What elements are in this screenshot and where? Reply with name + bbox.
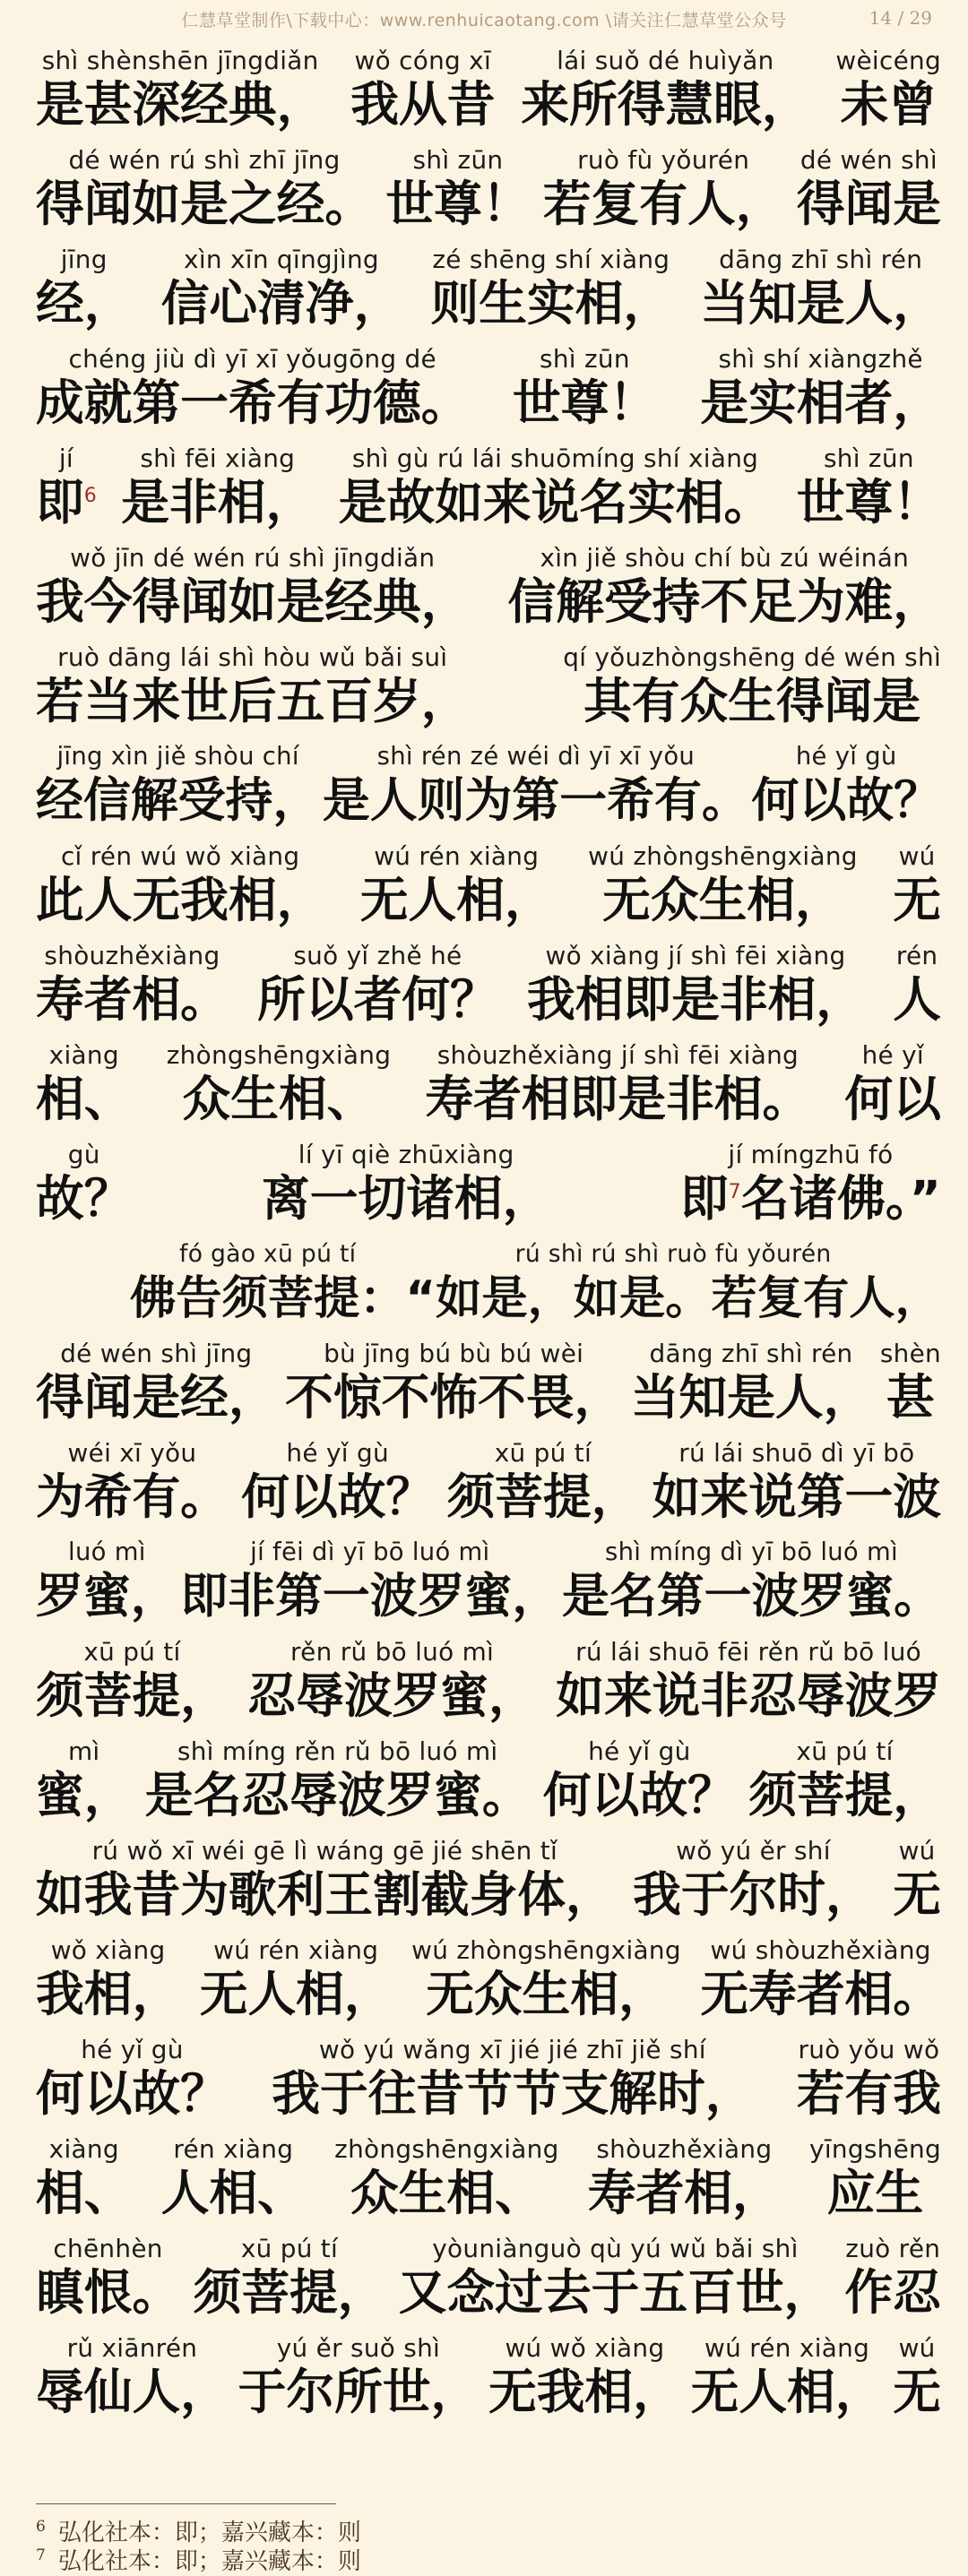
hanzi: 即$^6$ <box>36 474 97 530</box>
pinyin: zhòngshēngxiàng <box>166 1040 392 1070</box>
pinyin: lái suǒ dé huìyǎn <box>557 46 774 75</box>
pinyin: wǒ cóng xī <box>354 46 492 75</box>
pinyin: shì zūn <box>540 344 630 374</box>
pinyin: xū pú tí <box>494 1438 592 1468</box>
text-line <box>36 233 941 332</box>
pinyin: shòuzhěxiàng <box>44 941 220 970</box>
text-line <box>36 1924 941 2023</box>
phrase <box>167 1040 391 1128</box>
pinyin: mì <box>67 1736 100 1766</box>
pinyin: xìn jiě shòu chí bù zú wéinán <box>540 543 910 573</box>
phrase <box>161 245 402 332</box>
hanzi: 寿者相， <box>587 2165 781 2221</box>
hanzi: 当知是人， <box>630 1369 872 1426</box>
hanzi: 无众生相， <box>426 1966 667 2022</box>
pinyin: hé yǐ gù <box>795 743 897 771</box>
hanzi: 无 <box>893 1866 941 1923</box>
scripture-text <box>36 34 941 2421</box>
phrase <box>334 2134 558 2222</box>
hanzi: 不惊不怖不畏， <box>285 1369 623 1426</box>
hanzi: 是名忍辱波罗蜜。 <box>144 1767 531 1823</box>
phrase <box>36 1637 229 1725</box>
footnote-ref[interactable]: 7 <box>728 1181 741 1204</box>
hanzi: 须菩提， <box>193 2264 386 2321</box>
hanzi: 须菩提， <box>36 1667 229 1724</box>
hanzi: 如我昔为歌利王割截身体， <box>36 1866 614 1923</box>
text-line <box>36 1029 941 1128</box>
pinyin: dé wén shì <box>799 145 938 175</box>
pinyin: hé yǐ gù <box>588 1736 691 1766</box>
hanzi: 未曾 <box>840 76 937 133</box>
text-line <box>36 2123 941 2222</box>
hanzi: 即$^7$名诸佛。” <box>679 1170 941 1227</box>
hanzi: 我从昔 <box>350 76 496 133</box>
pinyin: shì míng dì yī bō luó mì <box>605 1538 898 1566</box>
pinyin: shì míng rěn rǔ bō luó mì <box>177 1736 498 1766</box>
text-line <box>36 2222 941 2322</box>
hanzi: 来所得慧眼， <box>521 76 810 133</box>
pinyin: wǒ xiàng jí shì fēi xiàng <box>545 941 846 970</box>
text-line <box>36 730 941 830</box>
pinyin: ruò dāng lái shì hòu wǔ bǎi suì <box>57 642 448 672</box>
hanzi: 寿者相即是非相。 <box>425 1071 811 1127</box>
pinyin: fó gào xū pú tí <box>179 1240 357 1268</box>
hanzi: 蜜， <box>36 1767 133 1823</box>
pinyin: shì shí xiàngzhě <box>718 344 923 374</box>
phrase <box>691 2333 884 2421</box>
phrase <box>588 2134 781 2222</box>
phrase <box>339 444 772 531</box>
hanzi: 作忍 <box>844 2264 941 2321</box>
pinyin: chéng jiù dì yī xī yǒugōng dé <box>68 344 436 374</box>
phrase <box>36 941 229 1029</box>
hanzi: “如是，如是。若复有人， <box>405 1271 941 1325</box>
phrase <box>633 1836 874 1924</box>
phrase <box>748 1736 941 1824</box>
pinyin: suǒ yǐ zhě hé <box>293 941 462 970</box>
pinyin: shèn <box>879 1339 941 1368</box>
phrase <box>238 2333 480 2421</box>
hanzi: 则生实相， <box>430 275 672 332</box>
phrase <box>36 1538 178 1625</box>
phrase <box>36 1438 229 1526</box>
pinyin: bù jīng bú bù bú wèi <box>324 1339 584 1368</box>
phrase <box>556 1637 941 1725</box>
pinyin: wéi xī yǒu <box>67 1438 197 1468</box>
pinyin: xìn xīn qīngjìng <box>184 245 379 274</box>
pinyin: luó mì <box>68 1538 146 1566</box>
phrase <box>543 1736 736 1824</box>
text-line <box>36 34 941 134</box>
pinyin: wú shòuzhěxiàng <box>710 1935 931 1965</box>
hanzi: 世尊！ <box>512 375 658 431</box>
footnote-ref[interactable]: 6 <box>83 485 97 508</box>
pinyin: wǒ xiàng <box>50 1935 166 1965</box>
hanzi: 何以 <box>844 1071 941 1127</box>
pinyin: shì fēi xiàng <box>140 444 296 473</box>
phrase <box>36 2035 229 2123</box>
phrase <box>521 46 809 134</box>
phrase <box>36 344 469 432</box>
hanzi: 是人则为第一希有。 <box>322 773 749 828</box>
phrase <box>809 2134 941 2222</box>
phrase <box>285 1339 622 1426</box>
pinyin: cǐ rén wú wǒ xiàng <box>60 841 300 871</box>
phrase <box>36 742 320 830</box>
pinyin: ruò yǒu wǒ <box>798 2035 940 2064</box>
pinyin: wǒ jīn dé wén rú shì jīngdiǎn <box>70 543 436 573</box>
hanzi: 成就第一希有功德。 <box>36 375 470 431</box>
phrase <box>513 344 657 432</box>
hanzi: 我于尔时， <box>633 1866 874 1923</box>
hanzi: 得闻如是之经。 <box>36 176 374 232</box>
phrase <box>543 145 784 233</box>
text-line <box>36 1228 941 1327</box>
phrase <box>751 742 941 830</box>
phrase <box>36 1339 277 1426</box>
pinyin: wú zhòngshēngxiàng <box>411 1935 681 1965</box>
pinyin: shì zūn <box>823 444 914 473</box>
pinyin: yú ěr suǒ shì <box>276 2333 441 2363</box>
footnote-7 <box>36 2543 361 2576</box>
phrase <box>323 742 749 830</box>
phrase <box>880 1339 941 1426</box>
pinyin: shòuzhěxiàng jí shì fēi xiàng <box>436 1040 799 1070</box>
phrase <box>36 1935 180 2023</box>
pinyin: rǔ xiānrén <box>66 2333 198 2363</box>
hanzi: 我相， <box>36 1966 181 2022</box>
pinyin: wú <box>898 1836 936 1865</box>
phrase <box>36 1836 614 1924</box>
phrase <box>36 841 324 929</box>
hanzi: 辱仙人， <box>36 2364 229 2420</box>
phrase <box>797 145 941 233</box>
pinyin: yīngshēng <box>809 2134 941 2164</box>
hanzi: 此人无我相， <box>36 872 325 928</box>
pinyin: shì rén zé wéi dì yī xī yǒu <box>376 743 696 771</box>
pinyin: xiàng <box>48 1040 119 1070</box>
hanzi: 故？ <box>36 1170 133 1227</box>
pinyin: jīng xìn jiě shòu chí <box>56 743 299 771</box>
footnote-text: 弘化社本：即；嘉兴藏本：则 <box>57 2520 361 2546</box>
phrase <box>350 46 495 134</box>
hanzi: 无人相， <box>690 2364 884 2420</box>
pinyin: dé wén shì jīng <box>60 1339 253 1368</box>
pinyin: rén <box>895 941 938 970</box>
hanzi: 众生相、 <box>350 2165 543 2221</box>
phrase <box>700 245 941 332</box>
phrase <box>399 2234 832 2322</box>
pinyin: xū pú tí <box>796 1736 894 1766</box>
phrase <box>700 344 941 432</box>
pinyin: dāng zhī shì rén <box>649 1339 853 1368</box>
hanzi: 其有众生得闻是 <box>583 673 921 729</box>
hanzi: 无众生相， <box>602 872 843 928</box>
hanzi: 应生 <box>826 2165 924 2221</box>
hanzi: 得闻是 <box>796 176 941 232</box>
hanzi: 是故如来说名实相。 <box>338 474 773 530</box>
hanzi: 相、 <box>36 2165 133 2221</box>
hanzi: 得闻是经， <box>36 1369 277 1426</box>
text-line <box>36 134 941 233</box>
phrase <box>145 1736 531 1824</box>
hanzi: 无人相， <box>359 872 553 928</box>
phrase <box>845 1040 941 1128</box>
pinyin: xiàng <box>48 2134 119 2164</box>
pinyin: shì zūn <box>412 145 504 175</box>
footnote-text: 弘化社本：即；嘉兴藏本：则 <box>57 2548 361 2575</box>
pinyin: wèicéng <box>835 46 941 75</box>
phrase <box>121 444 314 531</box>
phrase <box>36 46 324 134</box>
pinyin: wú rén xiàng <box>704 2333 870 2363</box>
pinyin: shì shènshēn jīngdiǎn <box>41 46 319 75</box>
pinyin: rú lái shuō dì yī bō <box>678 1438 915 1468</box>
phrase <box>272 2035 753 2123</box>
pinyin: qí yǒuzhòngshēng dé wén shì <box>563 642 941 672</box>
pinyin: shì gù rú lái shuōmíng shí xiàng <box>351 444 759 473</box>
pinyin: wǒ yú ěr shí <box>676 1836 831 1865</box>
pinyin: jí míngzhū fó <box>728 1140 894 1169</box>
pinyin: wú <box>898 841 936 871</box>
phrase <box>845 2234 941 2322</box>
hanzi: 无人相， <box>199 1966 393 2022</box>
pinyin: wú <box>898 2333 936 2363</box>
text-line <box>36 929 941 1029</box>
phrase <box>835 46 941 134</box>
phrase <box>385 145 530 233</box>
hanzi: 人相、 <box>160 2165 306 2221</box>
hanzi: 须菩提， <box>446 1469 640 1525</box>
hanzi: 若有我 <box>796 2065 941 2122</box>
phrase <box>431 245 672 332</box>
phrase <box>893 1836 941 1924</box>
page-header: 仁慧草堂制作\下载中心：www.renhuicaotang.com \请关注仁慧草堂公众号 <box>181 11 787 30</box>
phrase <box>161 2134 306 2222</box>
hanzi: 何以故？ <box>241 1469 435 1525</box>
hanzi: 如来说第一波 <box>652 1469 941 1525</box>
hanzi: 又念过去于五百世， <box>398 2264 833 2321</box>
pinyin: rú lái shuō fēi rěn rǔ bō luó <box>575 1637 922 1667</box>
pinyin: shòuzhěxiàng <box>596 2134 773 2164</box>
phrase <box>797 2035 941 2123</box>
pinyin: ruò fù yǒurén <box>577 145 750 175</box>
text-line <box>36 1426 941 1526</box>
phrase <box>360 841 553 929</box>
phrase <box>653 1438 941 1526</box>
hanzi: 是名第一波罗蜜。 <box>561 1569 941 1624</box>
hanzi: 世尊！ <box>796 474 941 530</box>
phrase <box>241 1438 434 1526</box>
phrase <box>893 841 941 929</box>
phrase <box>36 543 469 631</box>
hanzi: 离一切诸相， <box>262 1170 551 1227</box>
hanzi: 无 <box>893 2364 941 2420</box>
pinyin: jí <box>58 444 73 473</box>
hanzi: 罗蜜， <box>36 1569 178 1624</box>
pinyin: zé shēng shí xiàng <box>432 245 670 274</box>
pinyin: rén xiàng <box>173 2134 294 2164</box>
hanzi: 何以故？ <box>751 773 941 828</box>
pinyin: wú rén xiàng <box>374 841 540 871</box>
phrase <box>36 245 132 332</box>
footnote-divider <box>36 2503 336 2504</box>
hanzi: 无我相， <box>488 2364 681 2420</box>
phrase <box>36 1140 132 1228</box>
hanzi: 须菩提， <box>748 1767 941 1823</box>
phrase <box>797 444 941 531</box>
hanzi: 即非第一波罗蜜， <box>180 1569 560 1624</box>
pinyin: xū pú tí <box>83 1637 181 1667</box>
phrase <box>36 1040 132 1128</box>
pinyin: wú zhòngshēngxiàng <box>588 841 858 871</box>
footnote-number: 7 <box>36 2546 46 2565</box>
phrase <box>893 941 941 1029</box>
pinyin: rú wǒ xī wéi gē lì wáng gē jié shēn tǐ <box>91 1836 557 1865</box>
phrase <box>257 941 498 1029</box>
phrase <box>425 1040 810 1128</box>
text-line <box>36 531 941 631</box>
pinyin: dāng zhī shì rén <box>719 245 923 274</box>
pinyin: dé wén rú shì zhī jīng <box>68 145 341 175</box>
text-line <box>36 2322 941 2421</box>
pinyin: zhòngshēngxiàng <box>334 2134 559 2164</box>
hanzi: 若复有人， <box>542 176 784 232</box>
hanzi: 信解受持不足为难， <box>507 573 941 630</box>
hanzi: 相、 <box>36 1071 133 1127</box>
hanzi: 世尊！ <box>385 176 531 232</box>
phrase <box>588 841 858 929</box>
pinyin: hé yǐ gù <box>286 1438 389 1468</box>
phrase <box>36 2234 180 2322</box>
hanzi: 当知是人， <box>700 275 941 332</box>
pinyin: chēnhèn <box>53 2234 163 2263</box>
pinyin: wǒ yú wǎng xī jié jié zhī jiě shí <box>318 2035 706 2064</box>
pinyin: jīng <box>60 245 108 274</box>
phrase <box>508 543 941 631</box>
hanzi: 佛告须菩提： <box>130 1271 406 1325</box>
text-line <box>36 1327 941 1426</box>
hanzi: 甚 <box>886 1369 935 1426</box>
phrase <box>36 145 373 233</box>
phrase <box>200 1935 393 2023</box>
hanzi: 寿者相。 <box>36 971 229 1028</box>
phrase <box>446 1438 639 1526</box>
pinyin: yòuniànguò qù yú wǔ bǎi shì <box>432 2234 799 2263</box>
phrase <box>411 1935 681 2023</box>
hanzi: 是甚深经典， <box>36 76 325 133</box>
pinyin: rú shì rú shì ruò fù yǒurén <box>514 1240 832 1268</box>
text-line <box>36 1625 941 1725</box>
phrase <box>130 1239 405 1327</box>
hanzi: 我今得闻如是经典， <box>36 573 470 630</box>
hanzi: 于尔所世， <box>238 2364 480 2420</box>
text-line <box>36 1526 941 1625</box>
pinyin: wú rén xiàng <box>213 1935 379 1965</box>
text-line <box>36 1725 941 1824</box>
hanzi: 经， <box>36 275 133 332</box>
phrase <box>36 2333 229 2421</box>
pinyin: hé yǐ gù <box>81 2035 184 2064</box>
pinyin: lí yī qiè zhūxiàng <box>298 1140 514 1169</box>
phrase <box>405 1239 940 1327</box>
hanzi: 是实相者， <box>700 375 941 431</box>
phrase <box>680 1140 941 1228</box>
text-line <box>36 1824 941 1924</box>
phrase <box>563 642 941 730</box>
hanzi: 若当来世后五百岁， <box>36 673 470 729</box>
phrase <box>36 1736 132 1824</box>
phrase <box>488 2333 681 2421</box>
hanzi: 何以故？ <box>542 1767 736 1823</box>
text-line <box>36 830 941 929</box>
phrase <box>194 2234 386 2322</box>
hanzi: 无寿者相。 <box>700 1966 941 2022</box>
text-line <box>36 332 941 432</box>
hanzi: 无 <box>893 872 941 928</box>
hanzi: 我相即是非相， <box>526 971 865 1028</box>
phrase <box>36 642 469 730</box>
hanzi: 如来说非忍辱波罗 <box>556 1667 941 1724</box>
hanzi: 忍辱波罗蜜， <box>247 1667 537 1724</box>
text-line <box>36 2023 941 2123</box>
pinyin: hé yǐ <box>861 1040 924 1070</box>
hanzi: 瞋恨。 <box>36 2264 181 2321</box>
page-number: 14 / 29 <box>869 7 932 29</box>
pinyin: rěn rǔ bō luó mì <box>290 1637 495 1667</box>
pinyin: wú wǒ xiàng <box>505 2333 665 2363</box>
pinyin: gù <box>67 1140 100 1169</box>
phrase <box>700 1935 941 2023</box>
phrase <box>893 2333 941 2421</box>
phrase <box>180 1538 559 1625</box>
hanzi: 为希有。 <box>36 1469 229 1525</box>
hanzi: 人 <box>893 971 941 1028</box>
phrase <box>631 1339 872 1426</box>
text-line <box>36 432 941 531</box>
text-line <box>36 631 941 730</box>
pinyin: xū pú tí <box>240 2234 339 2263</box>
pinyin: jí fēi dì yī bō luó mì <box>250 1538 490 1566</box>
hanzi: 何以故？ <box>36 2065 229 2122</box>
hanzi: 众生相、 <box>182 1071 376 1127</box>
phrase <box>247 1637 536 1725</box>
hanzi: 是非相， <box>121 474 315 530</box>
phrase <box>562 1538 941 1625</box>
pinyin: zuò rěn <box>845 2234 941 2263</box>
hanzi: 经信解受持， <box>36 773 321 828</box>
phrase <box>527 941 864 1029</box>
footnote-number: 6 <box>36 2518 46 2537</box>
hanzi: 我于往昔节节支解时， <box>272 2065 754 2122</box>
phrase <box>36 444 97 531</box>
phrase <box>262 1140 550 1228</box>
text-line <box>36 1128 941 1228</box>
hanzi: 所以者何？ <box>257 971 498 1028</box>
hanzi: 信心清净， <box>160 275 402 332</box>
phrase <box>36 2134 132 2222</box>
